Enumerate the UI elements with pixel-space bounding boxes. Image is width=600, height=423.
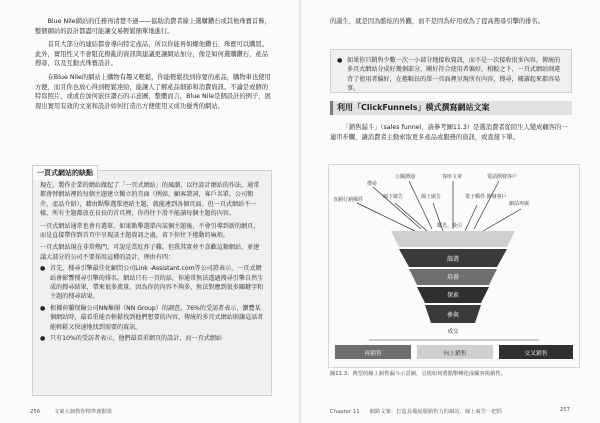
funnel-stage-label: 參與 <box>446 312 460 319</box>
left-paragraph-1: Blue Nile網站的任務再清楚不過——協助消費者線上選購鑽石或其他珠寶首飾，整個網站的設計都盡可能讓交易輕鬆簡單地進行。 <box>35 18 271 35</box>
sidebar-box-paragraph-2: 一頁式網站通常也會有選單，如果點擊選單內某個主題後，不會引導到新的網頁，而是直接帶你到首頁中呈現該主題資訊之處，省下你往下捲動的麻煩。 <box>40 222 260 240</box>
source-label: 搜尋 <box>367 181 378 187</box>
right-paragraph-funnel: 「銷售漏斗」（sales funnel，請參考圖11.3）是選消費者從陌生人變成顧客的一連串步驟，讓消費者主動索取更多產品或服務的資訊，或直接下單。 <box>330 124 568 141</box>
figure-caption: 圖11.3：典型的線上銷售漏斗示意圖，呈現如何將點擊轉化成顧客與銷售。 <box>330 371 506 377</box>
source-label: 電子郵件 開發客戶 <box>465 194 507 200</box>
sidebar-bullet: ● 只有10%的受訪者表示，他們最看重網頁的設計，而一頁式網站 <box>40 335 222 343</box>
funnel-stage-label: 篩選 <box>446 256 460 263</box>
outcome-label: 向上銷售 <box>443 351 467 357</box>
source-label: 直銷行銷郵件 <box>333 197 364 203</box>
sidebar-box-paragraph-1: 現在，製作企業的網站做起了「一頁式網站」的風潮，以往設計網站的作法，通常都會替網站裡的每個主題建立獨立的頁面（例如，顧客證詞，客戶名單，公司簡介，產品介紹），藉由點擊選單連結主題，就能連到各個頁面。但一頁式網站不一樣，所有主題都放在長長的首頁裡，你得往下滑不能讀每個主題的內容。 <box>40 182 260 218</box>
chapter-label: Chapter 11 <box>330 409 360 415</box>
left-paragraph-3: 在Blue Nile的網站上購物有趣又輕鬆，你能輕鬆找到你要的產品，購物車也使用方便，而且你也放心得到輕鬆達給，能讓人了解產品細節和消費資訊。不論是或個的特寫照片，或或台加何嵌住讚石的示意圖，整體而言，Blue Nile是個設計的例子，展現出實用有效的文案和設計如何打造出方便使用又成功優秀的網站。 <box>35 73 271 110</box>
note-bullet: ● 如果你只銷售少數一次一小部分地接收資訊，而不是一次接收很多內容，傳統的多頁式網站分成好幾個部分，剛好符合使用者偏好，相較之下，一頁式網站則違背了使用者偏好，在捲幅長的單一頁面裡呈現所有內容，搜尋，閱讀起來都容易事。 <box>337 57 561 93</box>
funnel-stage-label: 培養 <box>446 274 460 281</box>
funnel-stage-label: 探索 <box>446 292 460 299</box>
left-footer <box>30 407 112 415</box>
sidebar-box-paragraph-3: 一頁式網站現在非常熱門，可說是當紅炸子雞。但我其實並不喜歡這類網站，並建議大部分的公司不要採用這種的設計，理由有四： <box>40 244 260 261</box>
funnel-stage <box>391 231 515 247</box>
source-label: 線下廣告 <box>383 194 404 200</box>
source-label: 電話開發客戶 <box>487 174 518 180</box>
source-label: 公關溝通 <box>395 174 416 180</box>
right-paragraph-top: 的誕生，就是因為酷炫的外觀，而不是因為好用或為了提高搜尋引擎的排名。 <box>330 18 545 25</box>
sidebar-box <box>32 170 272 396</box>
sales-funnel-figure <box>328 164 580 368</box>
sidebar-box-title: 一頁式網站的缺點 <box>32 165 98 180</box>
sidebar-bullet: ● 首先，搜尋引擎最佳化顧問公司Link -Assistant.com等公司證表示，一頁式網站會影響搜尋引擎的排名。網站只有一頁的話，你通常無法透過搜尋引擎自然生成的搜尋結果，帶來很多流量。因為你的內容不夠多，無法對應到很多關鍵字和主題的搜尋結果。 <box>40 265 264 301</box>
funnel-top-label: 曝光、吸引 <box>437 223 463 229</box>
sales-funnel-diagram <box>329 165 579 367</box>
conversion-label: 成交 <box>447 329 459 335</box>
bullet-icon: ● <box>337 57 343 64</box>
source-label: 網站再廣 <box>509 201 530 207</box>
source-label: 線上廣告 <box>421 194 442 200</box>
right-footer <box>330 407 570 415</box>
right-page <box>300 0 600 423</box>
page-number: 256 <box>30 409 41 415</box>
source-label: 客座文章 <box>442 174 463 180</box>
outcome-label: 再銷售 <box>364 351 382 357</box>
outcome-label: 交叉銷售 <box>524 351 548 357</box>
bullet-icon: ● <box>40 335 46 343</box>
bullet-icon: ● <box>40 265 46 273</box>
bullet-icon: ● <box>40 304 46 312</box>
sidebar-bullet: ● 根據荷蘭保險公司NN集團（NN Group）的調查，76%的受訪者表示，瀏覽某個網站時，最看重能否輕鬆找到他們想要的內容，傳統的多頁式網站則讓這話者能輕鬆又快速地找到需要的資訊。 <box>40 304 264 331</box>
running-title: 網路文案：打造具備說服銷售力的網站、線上廣告一把抓 <box>369 409 503 415</box>
note-box <box>330 49 572 93</box>
running-title: 文案大師教你精準創勤策 <box>53 409 113 415</box>
section-heading: 利用「ClickFunnels」模式撰寫網站文案 <box>330 101 572 115</box>
page-number: 257 <box>559 407 570 413</box>
left-paragraph-2: 首頁大部分的連結都會導向特定產品，所以你能再如螺他鑽石、珠寶可以購買。此外，實用性又不會阻花撩亂的資訊與建議更讓網站加分，像是如何選購鑽石，產品搜尋，以及互動式珠寶設計。 <box>35 41 268 68</box>
